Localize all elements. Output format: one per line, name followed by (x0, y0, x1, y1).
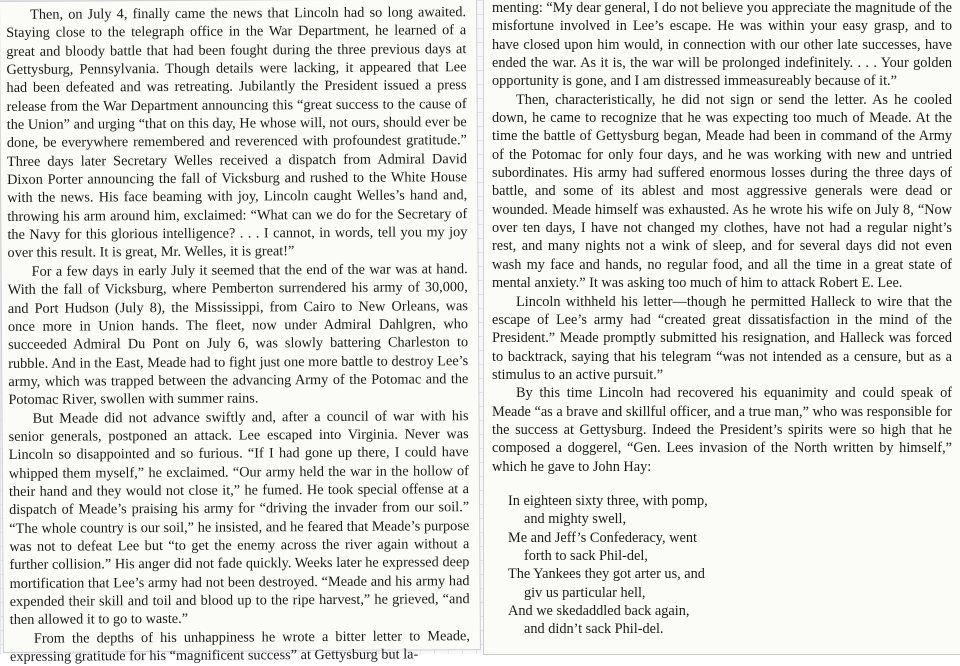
poem-line: giv us particular hell, (524, 584, 646, 601)
left-text-column (6, 3, 470, 666)
poem-line: Me and Jeff’s Confederacy, went (508, 529, 697, 546)
paragraph-meade-did-not-advance: But Meade did not advance swiftly and, after a council of war with his senior generals, postponed an attack. Lee escaped into Virginia. Never was Lincoln so disappointed and so furious. “If I had gone up there, I could have whipped them myself,” he exclaimed. “Our army held the war in the hollow of their hand and they would not close it,” he fumed. He took special offense at a dispatch of Meade’s praising his army for “driving the invader from our soil.” “The whole country is our soil,” he insisted, and he feared that Meade’s purpose was not to defeat Lee but “to get the enemy across the river again without a further collision.” His anger did not fade quickly. Weeks later he expressed deep mortification that Lee’s army had not been destroyed. “Meade and his army had expended their skill and toil and blood up to the ripe harvest,” he grieved, “and then allowed it to go to waste.” (8, 407, 470, 629)
paragraph-early-july: For a few days in early July it seemed that the end of the war was at hand. With the fall of Vicksburg, where Pemberton surrendered his army of 30,000, and Port Hudson (July 8), the Mississippi, from Cairo to New Orleans, was once more in Union hands. The fleet, now under Admiral Dahlgren, who succeeded Admiral Du Pont on July 6, was slowly battering Charleston to rubble. And in the East, Meade had to fight just one more battle to destroy Lee’s army, which was trapped between the advancing Army of the Potomac and the Potomac River, swollen with summer rains. (7, 260, 469, 409)
poem-line: and mighty swell, (524, 511, 627, 528)
left-page-clipping (0, 0, 480, 665)
paragraph-july-4-news: Then, on July 4, finally came the news that Lincoln had so long awaited. Staying close to the telegraph office in the War Department, he learned of a great and bloody battle that had been fought during the three previous days at Gettysburg, Pennsylvania. Though details were lacking, it appeared that Lee had been defeated and was retreating. Jubilantly the President issued a press release from the War Department announcing this “great success to the cause of the Union” and urging “that on this day, He whose will, not ours, should ever be done, be everywhere remembered and reverenced with profoundest gratitude.” Three days later Secretary Welles received a dispatch from Admiral David Dixon Porter announcing the fall of Vicksburg and rushed to the White House with the news. His face beaming with joy, Lincoln caught Welles’s hand and, throwing his arm around him, exclaimed: “What can we do for the Secretary of the Navy for this glorious intelligence? . . . I cannot, in words, tell you my joy over this result. It is great, Mr. Welles, it is great!” (6, 4, 468, 262)
paragraph-equanimity: By this time Lincoln had recovered his equanimity and could speak of Meade “as a brave and skillful officer, and a true man,” who was responsible for the success at Gettysburg. Indeed the President’s spirits were so high that he composed a doggerel, “Gen. Lees invasion of the North written by himself,” which he gave to John Hay: (492, 385, 952, 475)
poem-line: The Yankees they got arter us, and (508, 566, 705, 583)
poem-line: In eighteen sixty three, with pomp, (508, 492, 708, 509)
right-page-clipping (484, 0, 960, 654)
paragraph-did-not-send: Then, characteristically, he did not sign or send the letter. As he cooled down, he came to recognize that he was expecting too much of Meade. At the time the battle of Gettysburg began, Meade had been in command of the Army of the Potomac for only four days, and he was working with new and untried subordinates. His army had suffered enormous losses during the three days of battle, and some of its ablest and most aggressive generals were dead or wounded. Meade himself was exhausted. As he wrote his wife on July 8, “Now over ten days, I have not changed my clothes, have not had a regular night’s rest, and many nights not a wink of sleep, and for several days did not even wash my face and hands, no regular food, and all the time in a great state of mental anxiety.” It was asking too much of him to attack Robert E. Lee. (492, 91, 952, 292)
poem-line: forth to sack Phil-del, (524, 547, 648, 564)
paragraph-bitter-letter: From the depths of his unhappiness he wrote a bitter letter to Meade, expressing gratitude for his “magnificent success” at Gettysburg but la- (9, 627, 470, 665)
poem-line: and didn’t sack Phil-del. (524, 621, 664, 638)
paragraph-withheld-letter: Lincoln withheld his letter—though he permitted Halleck to wire that the escape of Lee’s army had “created great dissatisfaction in the mind of the President.” Meade promptly submitted his resignation, and Halleck was forced to backtrack, saying that his telegram “was not intended as a censure, but as a stimulus to an active pursuit.” (492, 293, 952, 383)
doggerel-poem (508, 492, 952, 639)
poem-line: And we skedaddled back again, (508, 603, 690, 619)
right-text-column (492, 0, 952, 639)
paragraph-letter-continuation: menting: “My dear general, I do not believe you appreciate the magnitude of the misfortune involved in Lee’s escape. He was within your easy grasp, and to have closed upon him would, in connection with our other late successes, have ended the war. As it is, the war will be prolonged indefinitely. . . . Your golden opportunity is gone, and I am distressed immeasureably because of it.” (492, 0, 952, 90)
